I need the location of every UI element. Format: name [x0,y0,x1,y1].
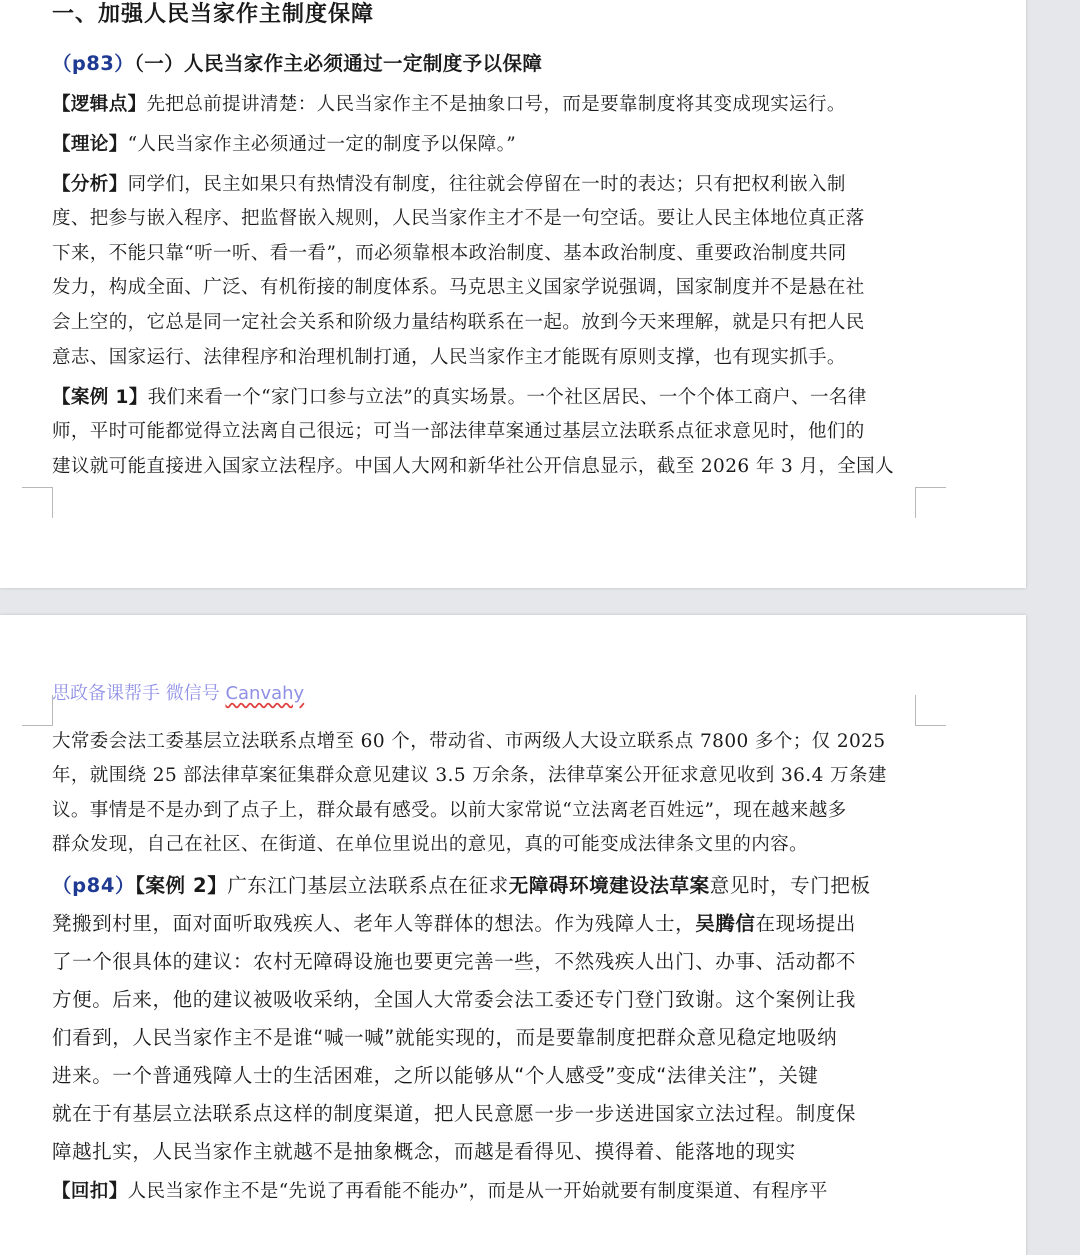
theory-text: “人民当家作主必须通过一定的制度予以保障。” [127,134,517,155]
subsection-heading [52,48,542,76]
analysis-line-6: 意志、国家运行、法律程序和治理机制打通，人民当家作主才能既有原则支撑，也有现实抓手。 [52,347,846,368]
margin-corner-mark [915,487,946,518]
case2-text: 广东江门基层立法联系点在征求 [227,874,509,897]
margin-corner-mark [22,487,53,518]
case1-text: 我们来看一个“家门口参与立法”的真实场景。一个社区居民、一个个体工商户、一名律 [147,387,867,408]
analysis-line-5: 会上空的，它总是同一定社会关系和阶级力量结构联系在一起。放到今天来理解，就是只有把人民 [52,312,865,333]
case1-cont-line-1: 大常委会法工委基层立法联系点增至 60 个，带动省、市两级人大设立联系点 7800 多个；仅 2025 [52,731,886,752]
callback-tag: 【回扣】 [52,1181,128,1202]
subsection-title: （一）人民当家作主必须通过一定制度予以保障 [134,52,543,75]
theory-tag: 【理论】 [52,134,128,155]
logic-text: 先把总前提讲清楚：人民当家作主不是抽象口号，而是要靠制度将其变成现实运行。 [146,94,846,115]
case2-line-4: 方便。后来，他的建议被吸收采纳，全国人大常委会法工委还专门登门致谢。这个案例让我 [52,988,857,1011]
theory-paragraph [52,130,516,156]
analysis-line-4: 发力，构成全面、广泛、有机衔接的制度体系。马克思主义国家学说强调，国家制度并不是悬在社 [52,277,865,298]
analysis-line-1 [52,170,846,196]
page-ref: （p83） [52,52,135,75]
section-heading: 一、加强人民当家作主制度保障 [52,2,375,27]
case2-tag: 【案例 2】 [135,874,228,897]
callback-text: 人民当家作主不是“先说了再看能不能办”，而是从一开始就要有制度渠道、有程序平 [127,1181,828,1202]
header-wechat-id: Canvahy [225,683,305,704]
case2-bold-law: 无障碍环境建设法草案 [508,874,710,897]
case2-text: 意见时，专门把板 [709,874,871,897]
case2-line-5: 们看到，人民当家作主不是谁“喊一喊”就能实现的，而是要靠制度把群众意见稳定地吸纳 [52,1026,838,1049]
case1-cont-line-4: 群众发现，自己在社区、在街道、在单位里说出的意见，真的可能变成法律条文里的内容。 [52,834,809,855]
case1-cont-line-3: 议。事情是不是办到了点子上，群众最有感受。以前大家常说“立法离老百姓远”，现在越来越多 [52,800,847,821]
page-ref: （p84） [52,874,136,897]
case2-text: 凳搬到村里，面对面听取残疾人、老年人等群体的想法。作为残障人士， [52,912,696,935]
document-page-1 [0,0,1026,588]
case2-line-7: 就在于有基层立法联系点这样的制度渠道，把人民意愿一步一步送进国家立法过程。制度保 [52,1102,857,1125]
document-page-2 [0,615,1026,1255]
case1-line-2: 师，平时可能都觉得立法离自己很远；可当一部法律草案通过基层立法联系点征求意见时，他们的 [52,421,865,442]
analysis-line-3: 下来，不能只靠“听一听、看一看”，而必须靠根本政治制度、基本政治制度、重要政治制度共同 [52,243,847,264]
case2-line-2 [52,908,856,936]
logic-point-paragraph [52,90,846,116]
margin-corner-mark [915,695,946,726]
case1-tag: 【案例 1】 [52,387,148,408]
case1-cont-line-2: 年，就围绕 25 部法律草案征集群众意见建议 3.5 万余条，法律草案公开征求意见收到 36.4 万条建 [52,765,887,786]
case1-line-1 [52,383,867,409]
case2-text: 在现场提出 [755,912,857,935]
case2-bold-name: 吴腾信 [695,912,756,935]
analysis-text: 同学们，民主如果只有热情没有制度，往往就会停留在一时的表达；只有把权利嵌入制 [127,174,846,195]
analysis-tag: 【分析】 [52,174,128,195]
margin-corner-mark [22,695,53,726]
case2-line-1 [52,870,871,898]
logic-tag: 【逻辑点】 [52,94,147,115]
case2-line-3: 了一个很具体的建议：农村无障碍设施也要更完善一些，不然残疾人出门、办事、活动都不 [52,950,857,973]
case2-line-8: 障越扎实，人民当家作主就越不是抽象概念，而越是看得见、摸得着、能落地的现实 [52,1140,796,1163]
analysis-line-2: 度、把参与嵌入程序、把监督嵌入规则，人民当家作主才不是一句空话。要让人民主体地位真正落 [52,208,865,229]
page-header-note [52,679,304,705]
callback-paragraph [52,1177,828,1203]
case2-line-6: 进来。一个普通残障人士的生活困难，之所以能够从“个人感受”变成“法律关注”，关键 [52,1064,819,1087]
header-label: 思政备课帮手 微信号 [52,683,226,704]
case1-line-3: 建议就可能直接进入国家立法程序。中国人大网和新华社公开信息显示，截至 2026 年 3 月，全国人 [52,456,894,477]
